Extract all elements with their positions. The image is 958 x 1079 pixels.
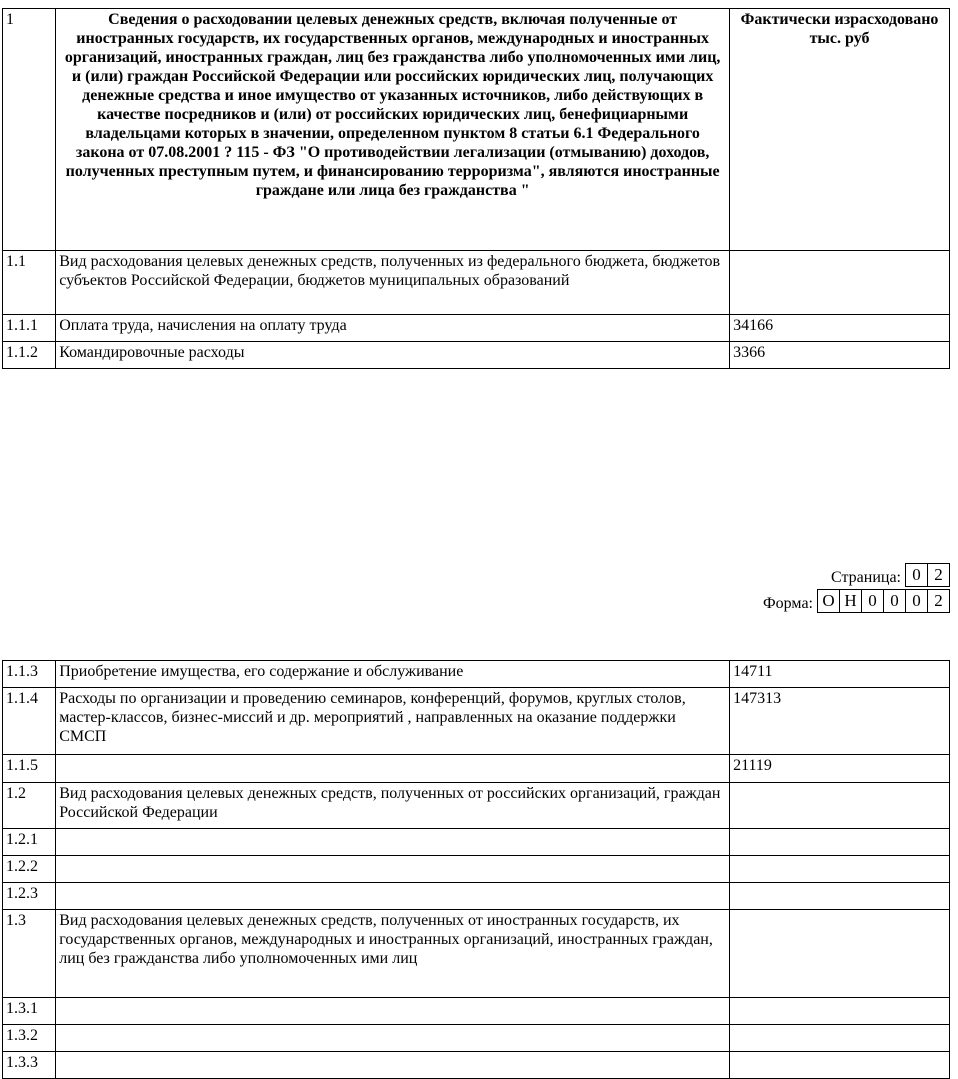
table-row (3, 856, 950, 883)
row-description (56, 856, 730, 883)
row-value: 21119 (730, 755, 950, 783)
form-char-box: О (818, 589, 840, 613)
section-title: Сведения о расходовании целевых денежных средств, включая полученные от иностранных государств, их государственных органов, международных и иностранных организаций, иностранных граждан, лиц без гражданства либо уполномоченных ими лиц, и (или) граждан Российской Федерации или российских юридических лиц, получающих денежные средства и иное имущество от указанных источников, либо действующих в качестве посредников и (или) от российских юридических лиц, бенефициарными владельцами которых в значении, определенном пунктом 8 статьи 6.1 Федерального закона от 07.08.2001 ? 115 - ФЗ "О противодействии легализации (отмыванию) доходов, полученных преступным путем, и финансированию терроризма", являются иностранные граждане или лица без гражданства " (56, 9, 730, 251)
table-row (3, 688, 950, 755)
table-row (3, 910, 950, 998)
table-row (3, 342, 950, 369)
form-char-box: 0 (884, 589, 906, 613)
table-row (3, 998, 950, 1025)
row-value (730, 910, 950, 998)
row-value (730, 1025, 950, 1052)
row-description: Вид расходования целевых денежных средств, полученных от иностранных государств, их государственных органов, международных и иностранных организаций, иностранных граждан, лиц без гражданства либо уполномоченных ими лиц (56, 910, 730, 998)
row-number: 1.2.2 (3, 856, 56, 883)
form-char-box: 0 (906, 589, 928, 613)
value-column-header: Фактически израсходовано тыс. руб (730, 9, 950, 251)
row-number: 1.1.1 (3, 315, 56, 342)
row-number: 1.2.1 (3, 829, 56, 856)
form-label: Форма: (763, 595, 813, 612)
row-number: 1.1.5 (3, 755, 56, 783)
row-number: 1.1 (3, 251, 56, 315)
row-description (56, 998, 730, 1025)
table-header-row (3, 9, 950, 251)
row-value: 14711 (730, 661, 950, 688)
page-number-block (831, 563, 950, 587)
table-row (3, 783, 950, 829)
page-number-boxes (905, 563, 950, 587)
table-row (3, 1025, 950, 1052)
form-code-block (763, 589, 950, 613)
row-value (730, 856, 950, 883)
form-char-box: Н (840, 589, 862, 613)
row-number: 1.1.3 (3, 661, 56, 688)
row-description (56, 1025, 730, 1052)
form-char-box: 2 (928, 589, 950, 613)
row-value (730, 1052, 950, 1079)
row-value (730, 829, 950, 856)
row-description: Командировочные расходы (56, 342, 730, 369)
table-row (3, 251, 950, 315)
form-char-box: 0 (862, 589, 884, 613)
table-row (3, 755, 950, 783)
row-description: Приобретение имущества, его содержание и обслуживание (56, 661, 730, 688)
row-description: Вид расходования целевых денежных средств, полученных от российских организаций, граждан Российской Федерации (56, 783, 730, 829)
row-number: 1.3.1 (3, 998, 56, 1025)
section-number: 1 (3, 9, 56, 251)
row-description (56, 883, 730, 910)
page-label: Страница: (831, 569, 901, 586)
expenditure-table-top (2, 8, 950, 369)
row-value (730, 998, 950, 1025)
table-row (3, 883, 950, 910)
table-row (3, 829, 950, 856)
form-code-boxes (817, 589, 950, 613)
row-value (730, 783, 950, 829)
row-number: 1.1.4 (3, 688, 56, 755)
table-row (3, 661, 950, 688)
table-row (3, 1052, 950, 1079)
row-value (730, 251, 950, 315)
row-number: 1.1.2 (3, 342, 56, 369)
row-value: 34166 (730, 315, 950, 342)
row-number: 1.3.2 (3, 1025, 56, 1052)
page-digit-box: 0 (906, 563, 928, 587)
row-description: Оплата труда, начисления на оплату труда (56, 315, 730, 342)
row-description: Расходы по организации и проведению семинаров, конференций, форумов, круглых столов, мастер-классов, бизнес-миссий и др. мероприятий , направленных на оказание поддержки СМСП (56, 688, 730, 755)
expenditure-table-bottom (2, 660, 950, 1079)
row-description (56, 829, 730, 856)
table-row (3, 315, 950, 342)
row-value: 147313 (730, 688, 950, 755)
row-description (56, 755, 730, 783)
row-number: 1.2 (3, 783, 56, 829)
row-value: 3366 (730, 342, 950, 369)
row-value (730, 883, 950, 910)
row-number: 1.2.3 (3, 883, 56, 910)
row-description (56, 1052, 730, 1079)
row-number: 1.3.3 (3, 1052, 56, 1079)
page-digit-box: 2 (928, 563, 950, 587)
row-number: 1.3 (3, 910, 56, 998)
row-description: Вид расходования целевых денежных средств, полученных из федерального бюджета, бюджетов субъектов Российской Федерации, бюджетов муниципальных образований (56, 251, 730, 315)
